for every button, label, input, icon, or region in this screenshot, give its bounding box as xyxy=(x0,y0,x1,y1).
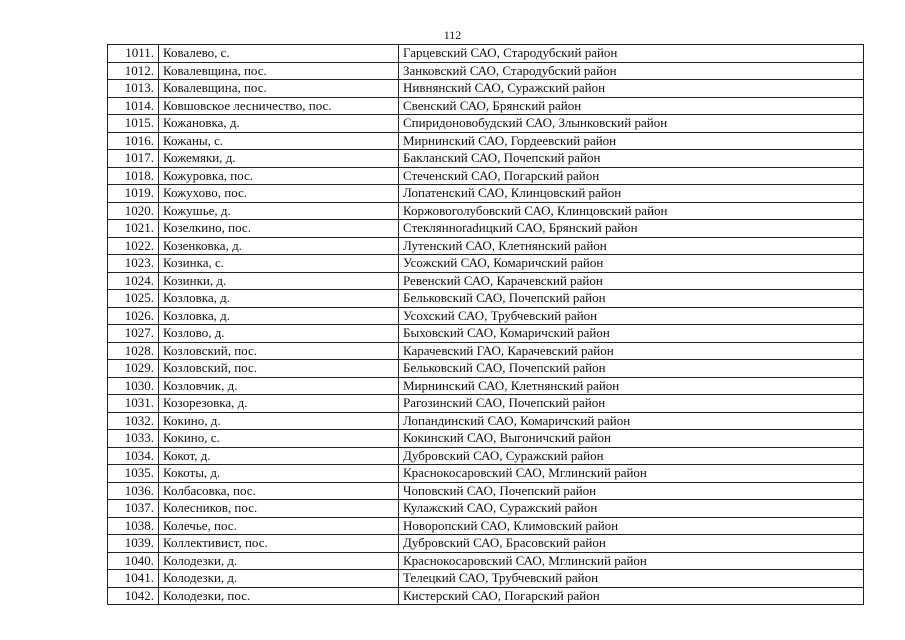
row-number: 1031. xyxy=(108,395,159,413)
administrative-unit: Лопандинский САО, Комаричский район xyxy=(399,412,864,430)
table-row xyxy=(108,290,864,308)
administrative-unit: Бельковский САО, Почепский район xyxy=(399,360,864,378)
row-number: 1013. xyxy=(108,80,159,98)
row-number: 1036. xyxy=(108,482,159,500)
row-number: 1020. xyxy=(108,202,159,220)
settlements-table xyxy=(107,44,864,605)
settlement-name: Кожушье, д. xyxy=(159,202,399,220)
settlements-table-body xyxy=(108,45,864,605)
settlement-name: Козловка, д. xyxy=(159,307,399,325)
page-number: 112 xyxy=(443,28,462,42)
settlement-name: Кокоты, д. xyxy=(159,465,399,483)
administrative-unit: Коржовоголубовский САО, Клинцовский район xyxy=(399,202,864,220)
row-number: 1016. xyxy=(108,132,159,150)
settlement-name: Кожухово, пос. xyxy=(159,185,399,203)
settlement-name: Ковалевщина, пос. xyxy=(159,80,399,98)
administrative-unit: Мирнинский САО, Гордеевский район xyxy=(399,132,864,150)
table-row xyxy=(108,360,864,378)
administrative-unit: Свенский САО, Брянский район xyxy=(399,97,864,115)
row-number: 1021. xyxy=(108,220,159,238)
row-number: 1039. xyxy=(108,535,159,553)
administrative-unit: Лутенский САО, Клетнянский район xyxy=(399,237,864,255)
table-row xyxy=(108,570,864,588)
table-row xyxy=(108,412,864,430)
settlement-name: Колодезки, д. xyxy=(159,570,399,588)
settlement-name: Козелкино, пос. xyxy=(159,220,399,238)
row-number: 1022. xyxy=(108,237,159,255)
settlement-name: Кожуровка, пос. xyxy=(159,167,399,185)
table-row xyxy=(108,500,864,518)
administrative-unit: Дубровский САО, Брасовский район xyxy=(399,535,864,553)
administrative-unit: Кокинский САО, Выгоничский район xyxy=(399,430,864,448)
administrative-unit: Кистерский САО, Погарский район xyxy=(399,587,864,605)
administrative-unit: Краснокосаровский САО, Мглинский район xyxy=(399,465,864,483)
settlement-name: Колесников, пос. xyxy=(159,500,399,518)
row-number: 1037. xyxy=(108,500,159,518)
settlement-name: Коллективист, пос. xyxy=(159,535,399,553)
administrative-unit: Усохский САО, Трубчевский район xyxy=(399,307,864,325)
administrative-unit: Краснокосаровский САО, Мглинский район xyxy=(399,552,864,570)
table-row xyxy=(108,255,864,273)
row-number: 1027. xyxy=(108,325,159,343)
table-row xyxy=(108,465,864,483)
table-row xyxy=(108,220,864,238)
row-number: 1032. xyxy=(108,412,159,430)
row-number: 1012. xyxy=(108,62,159,80)
settlement-name: Козинка, с. xyxy=(159,255,399,273)
table-row xyxy=(108,482,864,500)
settlement-name: Колодезки, д. xyxy=(159,552,399,570)
administrative-unit: Бельковский САО, Почепский район xyxy=(399,290,864,308)
table-row xyxy=(108,395,864,413)
settlement-name: Козенковка, д. xyxy=(159,237,399,255)
table-row xyxy=(108,325,864,343)
administrative-unit: Нивнянский САО, Суражский район xyxy=(399,80,864,98)
row-number: 1029. xyxy=(108,360,159,378)
table-row xyxy=(108,167,864,185)
settlement-name: Ковшовское лесничество, пос. xyxy=(159,97,399,115)
administrative-unit: Ревенский САО, Карачевский район xyxy=(399,272,864,290)
administrative-unit: Карачевский ГАО, Карачевский район xyxy=(399,342,864,360)
table-row xyxy=(108,307,864,325)
administrative-unit: Телецкий САО, Трубчевский район xyxy=(399,570,864,588)
table-row xyxy=(108,237,864,255)
table-row xyxy=(108,377,864,395)
table-row xyxy=(108,587,864,605)
table-row xyxy=(108,342,864,360)
administrative-unit: Чоповский САО, Почепский район xyxy=(399,482,864,500)
table-row xyxy=(108,272,864,290)
row-number: 1018. xyxy=(108,167,159,185)
row-number: 1034. xyxy=(108,447,159,465)
administrative-unit: Новоропский САО, Климовский район xyxy=(399,517,864,535)
settlement-name: Кожановка, д. xyxy=(159,115,399,133)
row-number: 1038. xyxy=(108,517,159,535)
table-row xyxy=(108,552,864,570)
settlement-name: Козорезовка, д. xyxy=(159,395,399,413)
administrative-unit: Дубровский САО, Суражский район xyxy=(399,447,864,465)
settlement-name: Козловка, д. xyxy=(159,290,399,308)
table-row xyxy=(108,535,864,553)
row-number: 1028. xyxy=(108,342,159,360)
settlement-name: Козловский, пос. xyxy=(159,342,399,360)
administrative-unit: Стеклянноradицкий САО, Брянский район xyxy=(399,220,864,238)
row-number: 1040. xyxy=(108,552,159,570)
row-number: 1026. xyxy=(108,307,159,325)
table-row xyxy=(108,45,864,63)
row-number: 1025. xyxy=(108,290,159,308)
row-number: 1035. xyxy=(108,465,159,483)
administrative-unit: Бакланский САО, Почепский район xyxy=(399,150,864,168)
settlement-name: Колодезки, пос. xyxy=(159,587,399,605)
table-row xyxy=(108,115,864,133)
administrative-unit: Быховский САО, Комаричский район xyxy=(399,325,864,343)
settlement-name: Кокино, с. xyxy=(159,430,399,448)
row-number: 1042. xyxy=(108,587,159,605)
row-number: 1017. xyxy=(108,150,159,168)
row-number: 1024. xyxy=(108,272,159,290)
settlement-name: Козловчик, д. xyxy=(159,377,399,395)
administrative-unit: Лопатенский САО, Клинцовский район xyxy=(399,185,864,203)
row-number: 1033. xyxy=(108,430,159,448)
administrative-unit: Мирнинский САО, Клетнянский район xyxy=(399,377,864,395)
row-number: 1014. xyxy=(108,97,159,115)
administrative-unit: Спиридоновобудский САО, Злынковский район xyxy=(399,115,864,133)
row-number: 1041. xyxy=(108,570,159,588)
settlement-name: Ковалево, с. xyxy=(159,45,399,63)
settlement-name: Кокот, д. xyxy=(159,447,399,465)
row-number: 1019. xyxy=(108,185,159,203)
table-row xyxy=(108,97,864,115)
table-row xyxy=(108,80,864,98)
table-row xyxy=(108,62,864,80)
administrative-unit: Усожский САО, Комаричский район xyxy=(399,255,864,273)
administrative-unit: Кулажский САО, Суражский район xyxy=(399,500,864,518)
settlement-name: Кожемяки, д. xyxy=(159,150,399,168)
settlement-name: Кокино, д. xyxy=(159,412,399,430)
settlement-name: Ковалевщина, пос. xyxy=(159,62,399,80)
table-row xyxy=(108,447,864,465)
settlement-name: Кожаны, с. xyxy=(159,132,399,150)
table-row xyxy=(108,185,864,203)
table-row xyxy=(108,517,864,535)
row-number: 1030. xyxy=(108,377,159,395)
settlement-name: Колечье, пос. xyxy=(159,517,399,535)
administrative-unit: Занковский САО, Стародубский район xyxy=(399,62,864,80)
row-number: 1011. xyxy=(108,45,159,63)
table-row xyxy=(108,150,864,168)
administrative-unit: Стеченский САО, Погарский район xyxy=(399,167,864,185)
settlement-name: Колбасовка, пос. xyxy=(159,482,399,500)
settlement-name: Козинки, д. xyxy=(159,272,399,290)
administrative-unit: Рагозинский САО, Почепский район xyxy=(399,395,864,413)
settlement-name: Козлово, д. xyxy=(159,325,399,343)
settlement-name: Козловский, пос. xyxy=(159,360,399,378)
row-number: 1015. xyxy=(108,115,159,133)
administrative-unit: Гарцевский САО, Стародубский район xyxy=(399,45,864,63)
table-row xyxy=(108,202,864,220)
table-row xyxy=(108,132,864,150)
row-number: 1023. xyxy=(108,255,159,273)
table-row xyxy=(108,430,864,448)
